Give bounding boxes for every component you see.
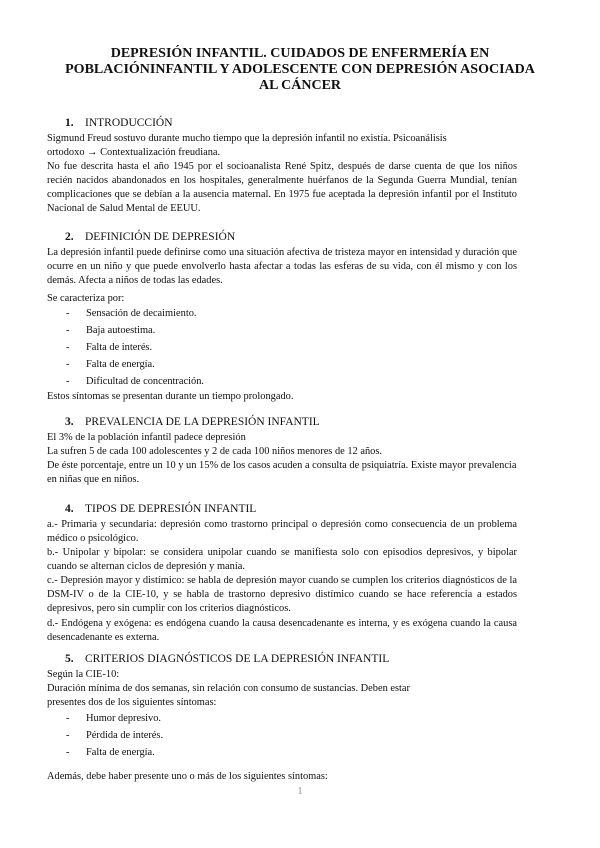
- list-item: - Falta de energía.: [66, 359, 155, 370]
- section-title: TIPOS DE DEPRESIÓN INFANTIL: [85, 503, 257, 515]
- criteria-line-1: Según la CIE-10:: [47, 669, 120, 680]
- section-number: 4.: [65, 503, 74, 515]
- list-item: - Dificultad de concentración.: [66, 376, 204, 387]
- list-item: - Pérdida de interés.: [66, 730, 164, 741]
- prevalence-paragraph: De éste porcentaje, entre un 10 y un 15% de los casos acuden a consulta de psiquiatría. Existe mayor prevalencia en niñas que en niños.: [47, 460, 517, 485]
- section-heading-definicion: [65, 230, 235, 244]
- section-number: 5.: [65, 653, 74, 665]
- section-number: 3.: [65, 416, 74, 428]
- intro-line-2: ortodoxo → Contextualización freudiana.: [47, 147, 221, 158]
- section-heading-introduccion: [65, 116, 173, 130]
- intro-line-1: Sigmund Freud sostuvo durante mucho tiempo que la depresión infantil no existía. Psicoanálisis: [47, 133, 447, 144]
- section-number: 1.: [65, 117, 74, 129]
- type-a-paragraph: a.- Primaria y secundaria: depresión como trastorno principal o depresión como consecuencia de un problema médico o psicológico.: [47, 519, 517, 544]
- criteria-line-2: Duración mínima de dos semanas, sin relación con consumo de sustancias. Deben estar: [47, 683, 410, 694]
- section-heading-criterios: [65, 652, 389, 666]
- definition-intro: Se caracteriza por:: [47, 293, 125, 304]
- definition-outro: Estos síntomas se presentan durante un tiempo prolongado.: [47, 391, 294, 402]
- page-number: 1: [297, 786, 303, 797]
- criteria-line-3: presentes dos de los siguientes síntomas:: [47, 697, 217, 708]
- type-b-paragraph: b.- Unipolar y bipolar: se considera unipolar cuando se manifiesta solo con episodios depresivos, y bipolar cuando se alternan ciclos de depresión y manía.: [47, 547, 517, 572]
- document-title: DEPRESIÓN INFANTIL. CUIDADOS DE ENFERMERÍA EN POBLACIÓNINFANTIL Y ADOLESCENTE CON DEPRESIÓN ASOCIADA AL CÁNCER: [65, 46, 535, 93]
- definition-paragraph: La depresión infantil puede definirse como una situación afectiva de tristeza mayor en intensidad y duración que ocurre en un niño y que puede envolverlo hasta afectar a todas las esferas de su vida, con él mismo y con los demás. Afecta a niños de todas las edades.: [47, 247, 517, 286]
- list-item: - Falta de energía.: [66, 747, 155, 758]
- criteria-outro: Además, debe haber presente uno o más de los siguientes síntomas:: [47, 771, 328, 782]
- intro-paragraph: No fue descrita hasta el año 1945 por el socioanalista René Spitz, después de darse cuenta de que los niños recién nacidos abandonados en los hospitales, generalmente huérfanos de la Segunda Guerra Mundial, tenían complicaciones que se debían a la ausencia maternal. En 1975 fue aceptada la depresión infantil por el Instituto Nacional de Salud Mental de EEUU.: [47, 161, 517, 214]
- list-item: - Baja autoestima.: [66, 325, 156, 336]
- section-title: PREVALENCIA DE LA DEPRESIÓN INFANTIL: [85, 416, 320, 428]
- section-title: CRITERIOS DIAGNÓSTICOS DE LA DEPRESIÓN INFANTIL: [85, 653, 390, 665]
- list-item: - Sensación de decaimiento.: [66, 308, 197, 319]
- section-number: 2.: [65, 231, 74, 243]
- section-title: INTRODUCCIÓN: [85, 117, 173, 129]
- prevalence-line-1: El 3% de la población infantil padece depresión: [47, 432, 246, 443]
- list-item: - Humor depresivo.: [66, 713, 162, 724]
- section-heading-tipos: [65, 502, 256, 516]
- list-item: - Falta de interés.: [66, 342, 153, 353]
- type-d-paragraph: d.- Endógena y exógena: es endógena cuando la causa desencadenante es interna, y es exógena cuando la causa desencadenante es externa.: [47, 618, 517, 643]
- section-title: DEFINICIÓN DE DEPRESIÓN: [85, 231, 236, 243]
- section-heading-prevalencia: [65, 415, 320, 429]
- prevalence-line-2: La sufren 5 de cada 100 adolescentes y 2 de cada 100 niños menores de 12 años.: [47, 446, 382, 457]
- type-c-paragraph: c.- Depresión mayor y distímico: se habla de depresión mayor cuando se cumplen los criterios diagnósticos de la DSM-IV o de la CIE-10, y se habla de trastorno depresivo distímico cuando se hace referencia a estados depresivos, pero sin cumplir con los criterios diagnósticos.: [47, 575, 517, 614]
